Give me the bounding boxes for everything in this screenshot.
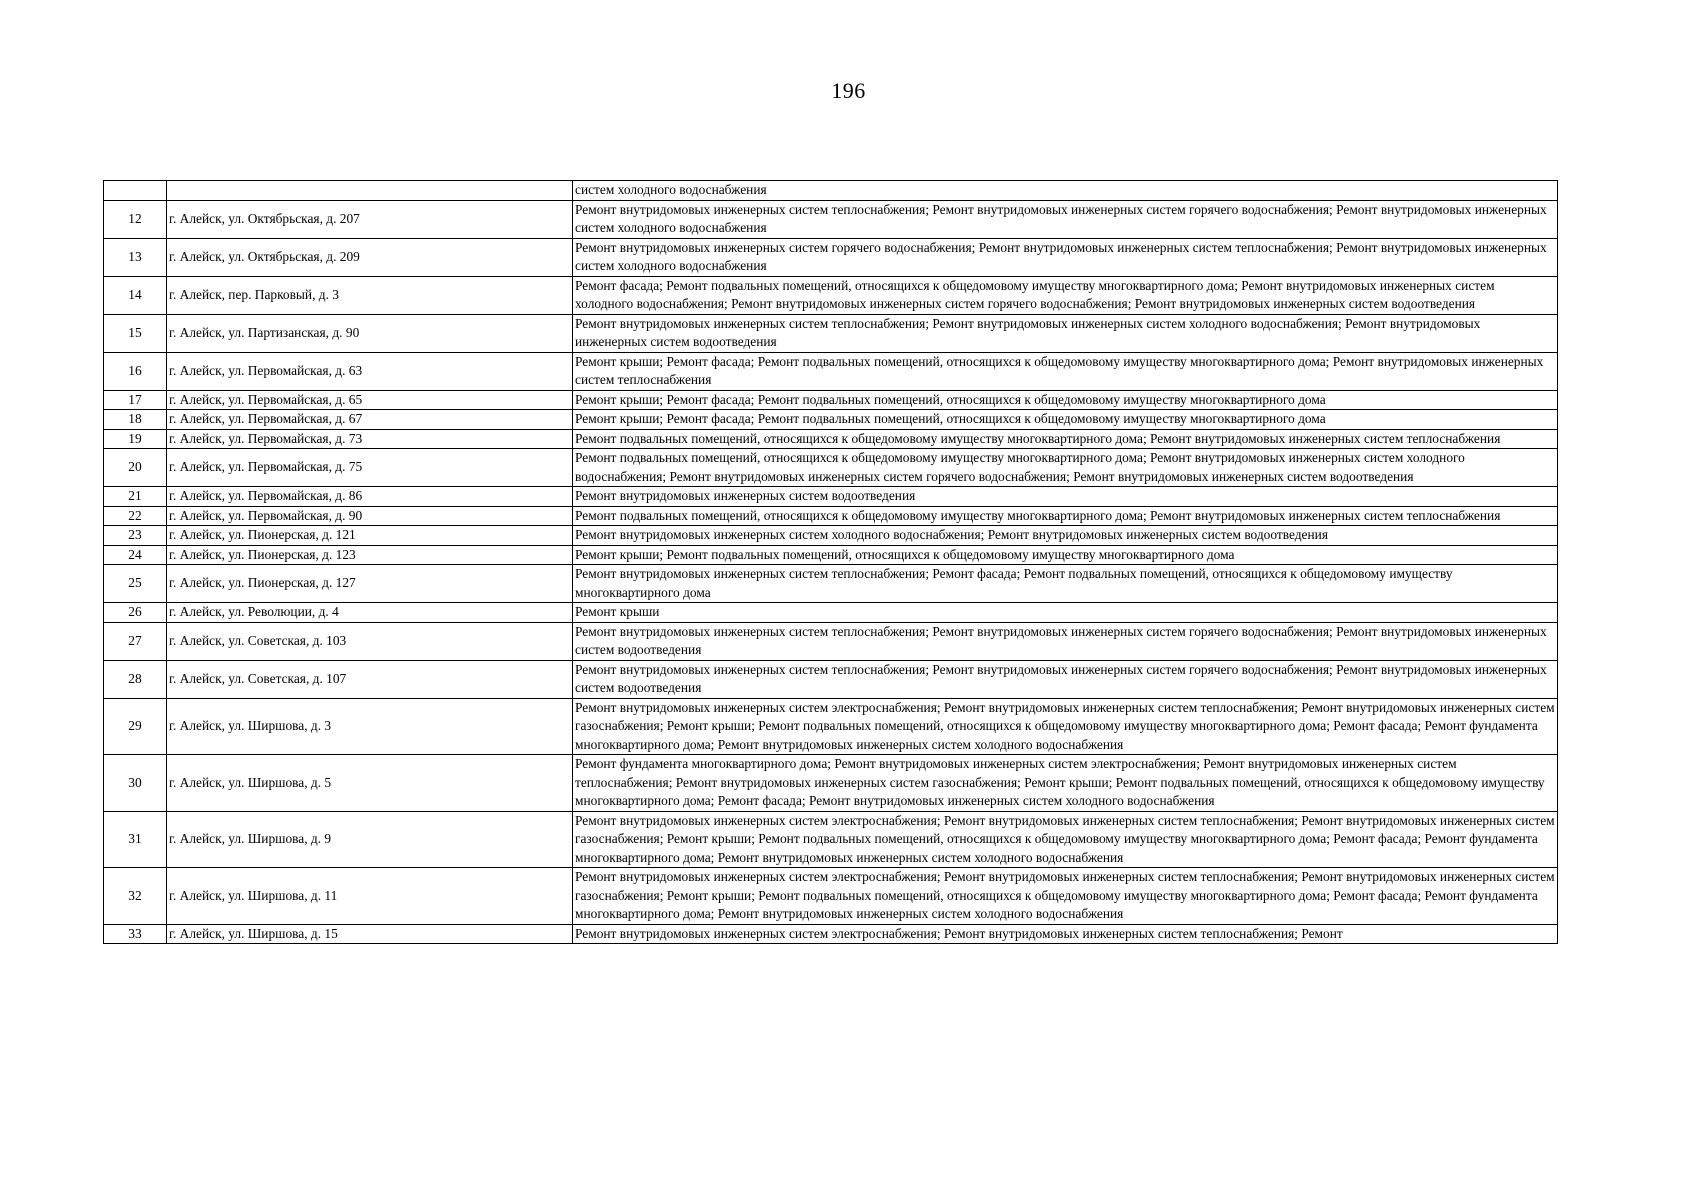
table-row xyxy=(104,410,1558,430)
row-address: г. Алейск, пер. Парковый, д. 3 xyxy=(167,276,573,314)
row-works: Ремонт крыши; Ремонт фасада; Ремонт подвальных помещений, относящихся к общедомовому имуществу многоквартирного дома; Ремонт внутридомовых инженерных систем теплоснабжения xyxy=(573,352,1558,390)
row-number: 13 xyxy=(104,238,167,276)
row-number: 26 xyxy=(104,603,167,623)
row-works: Ремонт крыши; Ремонт подвальных помещений, относящихся к общедомовому имуществу многоквартирного дома xyxy=(573,545,1558,565)
row-works: Ремонт крыши xyxy=(573,603,1558,623)
row-address: г. Алейск, ул. Партизанская, д. 90 xyxy=(167,314,573,352)
row-address xyxy=(167,181,573,201)
page-number: 196 xyxy=(831,78,866,103)
table-row xyxy=(104,506,1558,526)
row-works: Ремонт подвальных помещений, относящихся к общедомовому имуществу многоквартирного дома; Ремонт внутридомовых инженерных систем теплоснабжения xyxy=(573,429,1558,449)
table-row xyxy=(104,352,1558,390)
row-address: г. Алейск, ул. Ширшова, д. 3 xyxy=(167,698,573,755)
row-works: Ремонт внутридомовых инженерных систем теплоснабжения; Ремонт внутридомовых инженерных систем горячего водоснабжения; Ремонт внутридомовых инженерных систем водоотведения xyxy=(573,660,1558,698)
table-row xyxy=(104,868,1558,925)
row-works: Ремонт внутридомовых инженерных систем теплоснабжения; Ремонт фасада; Ремонт подвальных помещений, относящихся к общедомовому имуществу многоквартирного дома xyxy=(573,565,1558,603)
row-number: 15 xyxy=(104,314,167,352)
row-address: г. Алейск, ул. Пионерская, д. 123 xyxy=(167,545,573,565)
row-works: Ремонт внутридомовых инженерных систем электроснабжения; Ремонт внутридомовых инженерных систем теплоснабжения; Ремонт внутридомовых инженерных систем газоснабжения; Ремонт крыши; Ремонт подвальных помещений, относящихся к общедомовому имуществу многоквартирного дома; Ремонт фасада; Ремонт фундамента многоквартирного дома; Ремонт внутридомовых инженерных систем холодного водоснабжения xyxy=(573,698,1558,755)
row-number: 25 xyxy=(104,565,167,603)
row-number: 16 xyxy=(104,352,167,390)
row-works: Ремонт внутридомовых инженерных систем теплоснабжения; Ремонт внутридомовых инженерных систем холодного водоснабжения; Ремонт внутридомовых инженерных систем водоотведения xyxy=(573,314,1558,352)
row-address: г. Алейск, ул. Пионерская, д. 127 xyxy=(167,565,573,603)
row-number: 32 xyxy=(104,868,167,925)
row-number: 19 xyxy=(104,429,167,449)
row-number: 27 xyxy=(104,622,167,660)
row-works: Ремонт внутридомовых инженерных систем горячего водоснабжения; Ремонт внутридомовых инженерных систем теплоснабжения; Ремонт внутридомовых инженерных систем холодного водоснабжения xyxy=(573,238,1558,276)
table-row xyxy=(104,449,1558,487)
row-address: г. Алейск, ул. Революции, д. 4 xyxy=(167,603,573,623)
row-address: г. Алейск, ул. Первомайская, д. 65 xyxy=(167,390,573,410)
row-works: Ремонт внутридомовых инженерных систем водоотведения xyxy=(573,487,1558,507)
row-address: г. Алейск, ул. Советская, д. 107 xyxy=(167,660,573,698)
table-row xyxy=(104,565,1558,603)
row-number: 14 xyxy=(104,276,167,314)
row-works: Ремонт подвальных помещений, относящихся к общедомовому имуществу многоквартирного дома; Ремонт внутридомовых инженерных систем холодного водоснабжения; Ремонт внутридомовых инженерных систем горячего водоснабжения; Ремонт внутридомовых инженерных систем водоотведения xyxy=(573,449,1558,487)
row-number: 29 xyxy=(104,698,167,755)
table-row xyxy=(104,429,1558,449)
table-row xyxy=(104,200,1558,238)
table-row xyxy=(104,755,1558,812)
table-row xyxy=(104,622,1558,660)
row-number: 30 xyxy=(104,755,167,812)
row-works: Ремонт внутридомовых инженерных систем теплоснабжения; Ремонт внутридомовых инженерных систем горячего водоснабжения; Ремонт внутридомовых инженерных систем водоотведения xyxy=(573,622,1558,660)
row-number: 18 xyxy=(104,410,167,430)
row-number: 20 xyxy=(104,449,167,487)
table-row xyxy=(104,811,1558,868)
row-address: г. Алейск, ул. Ширшова, д. 9 xyxy=(167,811,573,868)
row-number xyxy=(104,181,167,201)
row-address: г. Алейск, ул. Первомайская, д. 75 xyxy=(167,449,573,487)
row-address: г. Алейск, ул. Октябрьская, д. 209 xyxy=(167,238,573,276)
row-works: Ремонт внутридомовых инженерных систем электроснабжения; Ремонт внутридомовых инженерных систем теплоснабжения; Ремонт внутридомовых инженерных систем газоснабжения; Ремонт крыши; Ремонт подвальных помещений, относящихся к общедомовому имуществу многоквартирного дома; Ремонт фасада; Ремонт фундамента многоквартирного дома; Ремонт внутридомовых инженерных систем холодного водоснабжения xyxy=(573,811,1558,868)
table-row xyxy=(104,698,1558,755)
table-row xyxy=(104,276,1558,314)
row-works: Ремонт подвальных помещений, относящихся к общедомовому имуществу многоквартирного дома; Ремонт внутридомовых инженерных систем теплоснабжения xyxy=(573,506,1558,526)
table-row xyxy=(104,603,1558,623)
row-number: 28 xyxy=(104,660,167,698)
table-row xyxy=(104,660,1558,698)
row-address: г. Алейск, ул. Первомайская, д. 86 xyxy=(167,487,573,507)
row-address: г. Алейск, ул. Пионерская, д. 121 xyxy=(167,526,573,546)
row-address: г. Алейск, ул. Ширшова, д. 11 xyxy=(167,868,573,925)
row-number: 23 xyxy=(104,526,167,546)
row-number: 21 xyxy=(104,487,167,507)
row-number: 31 xyxy=(104,811,167,868)
table-row xyxy=(104,924,1558,944)
row-works: Ремонт внутридомовых инженерных систем теплоснабжения; Ремонт внутридомовых инженерных систем горячего водоснабжения; Ремонт внутридомовых инженерных систем холодного водоснабжения xyxy=(573,200,1558,238)
row-works: Ремонт фасада; Ремонт подвальных помещений, относящихся к общедомовому имуществу многоквартирного дома; Ремонт внутридомовых инженерных систем холодного водоснабжения; Ремонт внутридомовых инженерных систем горячего водоснабжения; Ремонт внутридомовых инженерных систем водоотведения xyxy=(573,276,1558,314)
table-body xyxy=(104,181,1558,944)
row-works: Ремонт крыши; Ремонт фасада; Ремонт подвальных помещений, относящихся к общедомовому имуществу многоквартирного дома xyxy=(573,410,1558,430)
row-number: 22 xyxy=(104,506,167,526)
row-number: 17 xyxy=(104,390,167,410)
table-row xyxy=(104,390,1558,410)
row-address: г. Алейск, ул. Ширшова, д. 5 xyxy=(167,755,573,812)
table-row xyxy=(104,487,1558,507)
row-address: г. Алейск, ул. Ширшова, д. 15 xyxy=(167,924,573,944)
table-row xyxy=(104,526,1558,546)
row-works: Ремонт крыши; Ремонт фасада; Ремонт подвальных помещений, относящихся к общедомовому имуществу многоквартирного дома xyxy=(573,390,1558,410)
table-row xyxy=(104,314,1558,352)
row-number: 24 xyxy=(104,545,167,565)
row-address: г. Алейск, ул. Первомайская, д. 73 xyxy=(167,429,573,449)
row-works: Ремонт внутридомовых инженерных систем электроснабжения; Ремонт внутридомовых инженерных систем теплоснабжения; Ремонт xyxy=(573,924,1558,944)
table-row xyxy=(104,545,1558,565)
row-address: г. Алейск, ул. Октябрьская, д. 207 xyxy=(167,200,573,238)
repair-register-table xyxy=(103,180,1558,944)
row-number: 12 xyxy=(104,200,167,238)
row-works: систем холодного водоснабжения xyxy=(573,181,1558,201)
table-row xyxy=(104,238,1558,276)
row-address: г. Алейск, ул. Первомайская, д. 67 xyxy=(167,410,573,430)
row-number: 33 xyxy=(104,924,167,944)
row-works: Ремонт внутридомовых инженерных систем электроснабжения; Ремонт внутридомовых инженерных систем теплоснабжения; Ремонт внутридомовых инженерных систем газоснабжения; Ремонт крыши; Ремонт подвальных помещений, относящихся к общедомовому имуществу многоквартирного дома; Ремонт фасада; Ремонт фундамента многоквартирного дома; Ремонт внутридомовых инженерных систем холодного водоснабжения xyxy=(573,868,1558,925)
row-works: Ремонт фундамента многоквартирного дома; Ремонт внутридомовых инженерных систем электроснабжения; Ремонт внутридомовых инженерных систем теплоснабжения; Ремонт внутридомовых инженерных систем газоснабжения; Ремонт крыши; Ремонт подвальных помещений, относящихся к общедомовому имуществу многоквартирного дома; Ремонт фасада; Ремонт внутридомовых инженерных систем холодного водоснабжения xyxy=(573,755,1558,812)
row-address: г. Алейск, ул. Советская, д. 103 xyxy=(167,622,573,660)
table-row xyxy=(104,181,1558,201)
row-works: Ремонт внутридомовых инженерных систем холодного водоснабжения; Ремонт внутридомовых инженерных систем водоотведения xyxy=(573,526,1558,546)
row-address: г. Алейск, ул. Первомайская, д. 63 xyxy=(167,352,573,390)
row-address: г. Алейск, ул. Первомайская, д. 90 xyxy=(167,506,573,526)
